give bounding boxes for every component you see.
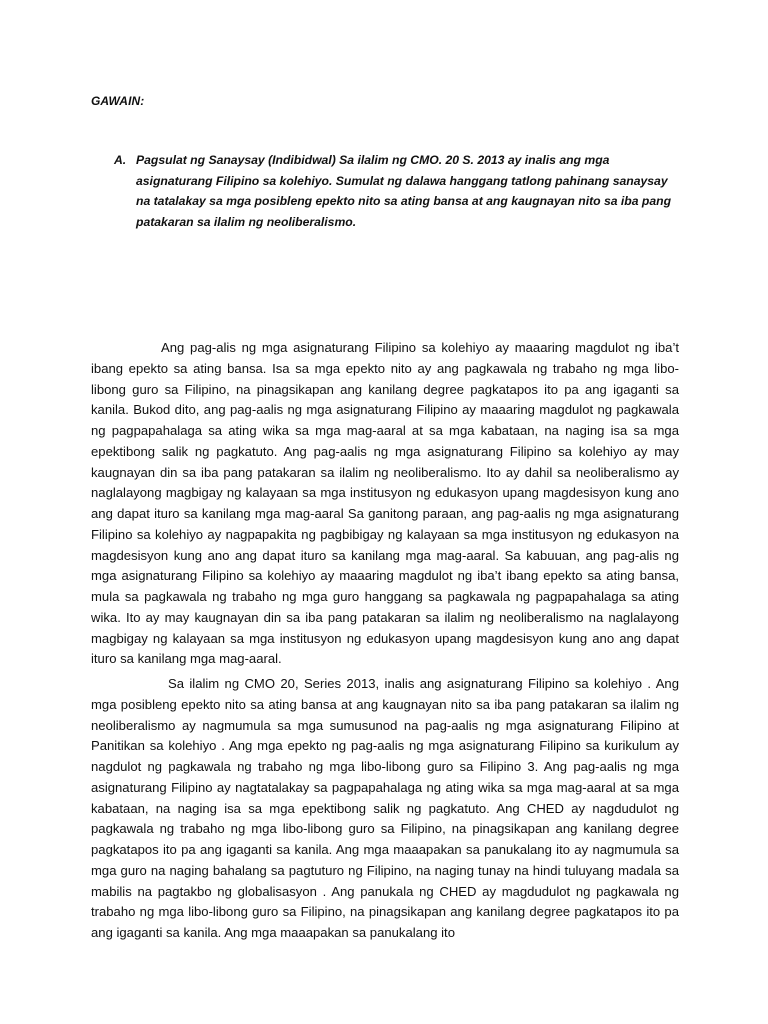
essay-paragraph-1: Ang pag-alis ng mga asignaturang Filipino sa kolehiyo ay maaaring magdulot ng iba’t ibang epekto sa ating bansa. Isa sa mga epekto nito ay ang pagkawala ng trabaho ng mga libo-libong guro sa Filipino, na pinagsikapan ang kanilang degree pagkatapos ito pa ang igaganti sa kanila. Bukod dito, ang pag-aalis ng mga asignaturang Filipino ay maaaring magdulot ng pagkawala ng pagpapahalaga sa ating wika sa mga mag-aaral at sa mga kabataan, na naging isa sa mga epektibong salik ng pagkatuto. Ang pag-aalis ng mga asignaturang Filipino sa kolehiyo ay may kaugnayan din sa iba pang patakaran sa ilalim ng neoliberalismo. Ito ay dahil sa neoliberalismo ay naglalayong magbigay ng kalayaan sa mga institusyon ng edukasyon upang magdesisyon kung ano ang dapat ituro sa kanilang mga mag-aaral Sa ganitong paraan, ang pag-aalis ng mga asignaturang Filipino sa kolehiyo ay nagpapakita ng pagbibigay ng kalayaan sa mga institusyon ng edukasyon na magdesisyon kung ano ang dapat ituro sa kanilang mga mag-aaral. Sa kabuuan, ang pag-alis ng mga asignaturang Filipino sa kolehiyo ay maaaring magdulot ng iba’t ibang epekto sa ating bansa, mula sa pagkawala ng trabaho ng mga guro hanggang sa pagkawala ng pagpapahalaga sa ating wika. Ito ay may kaugnayan din sa iba pang patakaran sa ilalim ng neoliberalismo na naglalayong magbigay ng kalayaan sa mga institusyon ng edukasyon upang magdesisyon kung ano ang dapat ituro sa kanilang mga mag-aaral. <box>91 340 679 667</box>
page-heading: GAWAIN: <box>91 94 145 108</box>
task-marker: A. <box>114 153 127 167</box>
essay-paragraph-2: Sa ilalim ng CMO 20, Series 2013, inalis ang asignaturang Filipino sa kolehiyo . Ang mga posibleng epekto nito sa ating bansa at ang kaugnayan nito sa iba pang patakaran sa ilalim ng neoliberalismo ay nagmumula sa mga sumusunod na pag-aalis ng mga asignaturang Filipino at Panitikan sa kolehiyo . Ang mga epekto ng pag-aalis ng mga asignaturang Filipino sa kurikulum ay nagdulot ng pagkawala ng trabaho ng mga libo-libong guro sa Filipino 3. Ang pag-aalis ng mga asignaturang Filipino ay nagtatalakay sa pagpapahalaga ng ating wika sa mga mag-aaral at sa mga kabataan, na naging isa sa mga epektibong salik ng pagkatuto. Ang CHED ay nagdudulot ng pagkawala ng trabaho ng mga libo-libong guro sa Filipino, na pinagsikapan ang kanilang degree pagkatapos ito pa ang igaganti sa kanila. Ang mga maaapakan sa panukalang ito ay nagmumula sa mga guro na naging bahalang sa pagtuturo ng Filipino, na naging tunay na hindi tuluyang madala sa mabilis na pagtakbo ng globalisasyon . Ang panukala ng CHED ay magdudulot ng pagkawala ng trabaho ng mga libo-libong guro sa Filipino, na pinagsikapan ang kanilang degree pagkatapos ito pa ang igaganti sa kanila. Ang mga maaapakan sa panukalang ito <box>91 676 679 941</box>
task-instructions: Pagsulat ng Sanaysay (Indibidwal) Sa ilalim ng CMO. 20 S. 2013 ay inalis ang mga asignaturang Filipino sa kolehiyo. Sumulat ng dalawa hanggang tatlong pahinang sanaysay na tatalakay sa mga posibleng epekto nito sa ating bansa at ang kaugnayan nito sa iba pang patakaran sa ilalim ng neoliberalismo. <box>136 153 672 229</box>
task-item <box>114 150 674 232</box>
